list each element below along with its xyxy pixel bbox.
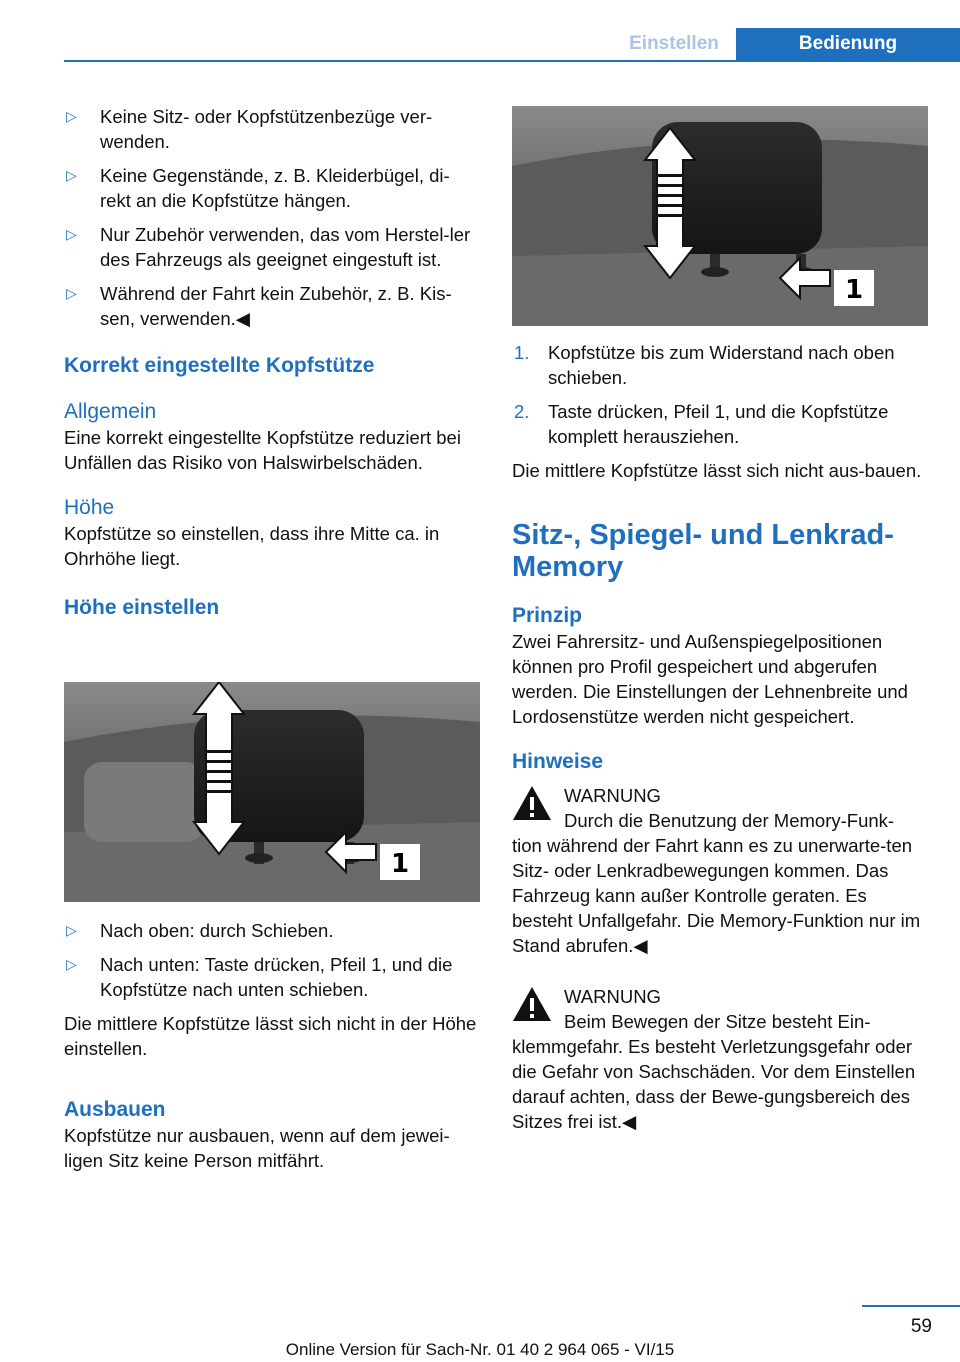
page-number: 59 [910,1316,932,1337]
headrest-remove-photo [512,106,928,326]
list-item: ▷ Nach oben: durch Schieben. [66,920,334,941]
footer-text: Online Version für Sach-Nr. 01 40 2 964 065 - VI/15 [285,1340,675,1359]
figure-label: 1 [390,849,410,879]
heading-hinweise: Hinweise [512,750,604,773]
triangle-right-icon: ▷ [66,167,77,183]
warning-title: WARNUNG [564,986,661,1007]
list-item: ▷ Während der Fahrt kein Zubehör, z. B. Kis‐sen, verwenden.◀ [66,283,452,329]
heading-hoehe: Höhe [64,496,115,519]
tab-einstellen: Einstellen [612,28,736,60]
paragraph-prinzip: Zwei Fahrersitz- und Außenspiegelpositionen können pro Profil gespeichert und abgerufen werden. Die Einstellungen der Lehnenbreite und Lordosenstütze werden nicht gespeichert. [512,631,908,727]
warning-triangle-icon [512,783,564,833]
list-item: 1. Kopfstütze bis zum Widerstand nach oben schieben. [514,342,895,388]
heading-prinzip: Prinzip [512,604,583,627]
heading-memory: Sitz-, Spiegel- und Lenkrad-Memory [512,519,894,583]
heading-ausbauen: Ausbauen [64,1098,166,1121]
page-number-rule [862,1305,960,1307]
warning-text: klemmgefahr. Es besteht Verletzungsgefahr oder die Gefahr von Sachschäden. Vor dem Einstellen darauf achten, dass der Bewe‐gungsbereich des Sitzes frei ist.◀ [512,1036,916,1132]
paragraph-mittlere: Die mittlere Kopfstütze lässt sich nicht in der Höhe einstellen. [64,1013,477,1059]
left-column-lower [64,918,480,1173]
list-item: ▷ Nur Zubehör verwenden, das vom Herstel‐ler des Fahrzeugs als geeignet eingestuft ist. [66,224,471,270]
warning-first-line: Beim Bewegen der Sitze besteht Ein‐ [564,1011,871,1032]
right-column [512,340,928,1134]
figure-label: 1 [844,275,864,305]
triangle-right-icon: ▷ [66,922,77,938]
warning-block [512,984,928,1134]
paragraph-allgemein: Eine korrekt eingestellte Kopfstütze reduziert bei Unfällen das Risiko von Halswirbelschäden. [64,427,461,473]
paragraph-ausbauen: Kopfstütze nur ausbauen, wenn auf dem jewei‐ligen Sitz keine Person mitfährt. [64,1125,450,1171]
paragraph-mittlere-aus: Die mittlere Kopfstütze lässt sich nicht aus‐bauen. [512,460,922,481]
triangle-right-icon: ▷ [66,108,77,124]
header-rule [64,60,960,62]
list-item: ▷ Keine Gegenstände, z. B. Kleiderbügel, di‐rekt an die Kopfstütze hängen. [66,165,450,211]
left-column [64,104,480,621]
warning-text: tion während der Fahrt kann es zu unerwarte‐ten Sitz- oder Lenkradbewegungen kommen. Das Fahrzeug kann außer Kontrolle geraten. Es besteht Unfallgefahr. Die Memory-Funktion nur im Stand abrufen.◀ [512,835,921,956]
list-item: ▷ Nach unten: Taste drücken, Pfeil 1, und die Kopfstütze nach unten schieben. [66,954,453,1000]
triangle-right-icon: ▷ [66,956,77,972]
warning-block [512,783,928,958]
heading-korrekt: Korrekt eingestellte Kopfstütze [64,354,375,377]
triangle-right-icon: ▷ [66,285,77,301]
headrest-adjust-photo [64,682,480,902]
heading-hoehe-einstellen: Höhe einstellen [64,596,220,619]
list-item: ▷ Keine Sitz- oder Kopfstützenbezüge ver‐wenden. [66,106,433,152]
triangle-right-icon: ▷ [66,226,77,242]
warning-triangle-icon [512,984,564,1034]
paragraph-hoehe: Kopfstütze so einstellen, dass ihre Mitte ca. in Ohrhöhe liegt. [64,523,440,569]
warning-first-line: Durch die Benutzung der Memory-Funk‐ [564,810,895,831]
warning-title: WARNUNG [564,785,661,806]
tab-bedienung: Bedienung [736,28,960,60]
list-item: 2. Taste drücken, Pfeil 1, und die Kopfstütze komplett herausziehen. [514,401,889,447]
heading-allgemein: Allgemein [64,400,157,423]
